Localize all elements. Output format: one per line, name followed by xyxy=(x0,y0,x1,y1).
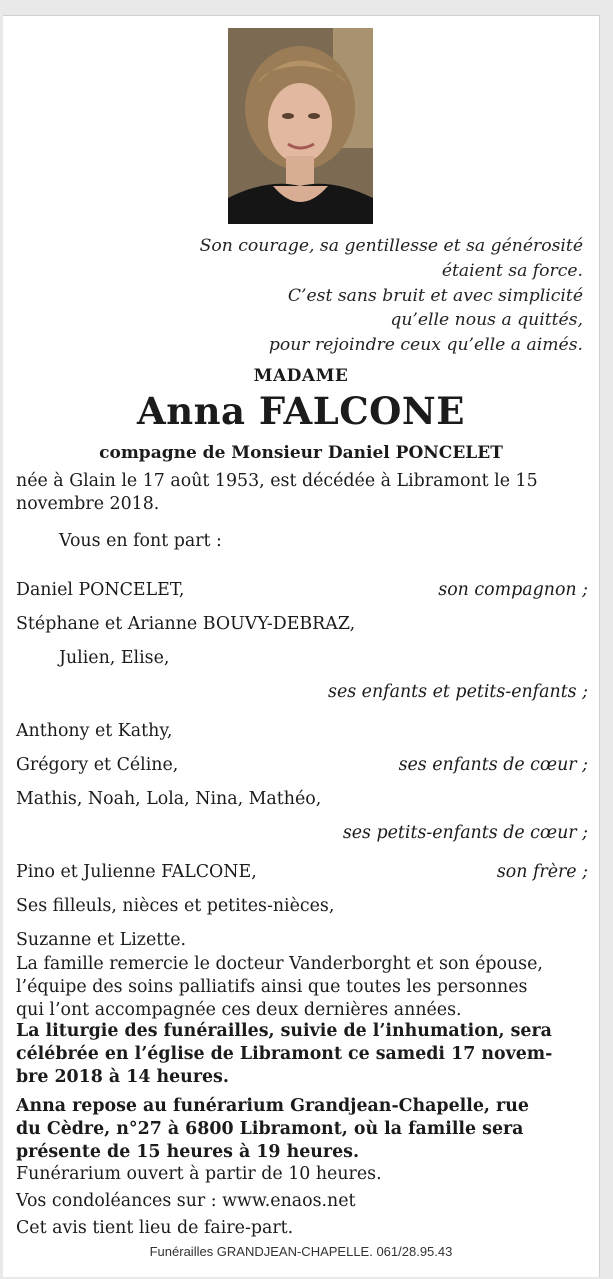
announce-text: Vous en font part : xyxy=(59,531,222,551)
condolences-line: Vos condoléances sur : www.enaos.net xyxy=(16,1191,356,1211)
portrait-photo xyxy=(228,28,373,224)
family-relation: son frère ; xyxy=(496,862,588,882)
obituary-card xyxy=(3,15,600,1277)
rest-line: Anna repose au funérarium Grandjean-Chapelle, rue xyxy=(16,1096,529,1116)
rest-line: présente de 15 heures à 19 heures. xyxy=(16,1142,359,1162)
family-names: Daniel PONCELET, xyxy=(16,580,185,600)
poem-line: C’est sans bruit et avec simplicité xyxy=(287,285,583,306)
notice-line: Cet avis tient lieu de faire-part. xyxy=(16,1218,294,1238)
family-relation: ses enfants et petits-enfants ; xyxy=(328,682,588,702)
family-row xyxy=(16,579,588,602)
announce-line xyxy=(16,530,588,553)
family-row xyxy=(16,647,588,670)
poem-line: qu’elle nous a quittés, xyxy=(390,310,583,331)
deceased-name: Anna FALCONE xyxy=(137,389,465,433)
family-row xyxy=(16,895,588,918)
liturgy-line: bre 2018 à 14 heures. xyxy=(16,1067,229,1087)
family-row xyxy=(16,788,588,811)
family-names: Suzanne et Lizette. xyxy=(16,930,187,950)
rest-paragraph xyxy=(16,1095,588,1164)
thanks-line: La famille remercie le docteur Vanderborght et son épouse, xyxy=(16,954,543,974)
family-names: Mathis, Noah, Lola, Nina, Mathéo, xyxy=(16,789,322,809)
family-row xyxy=(16,861,588,884)
footer-credit: Funérailles GRANDJEAN-CHAPELLE. 061/28.95.43 xyxy=(149,1244,453,1259)
family-row xyxy=(16,929,588,952)
funerarium-hours: Funérarium ouvert à partir de 10 heures. xyxy=(16,1164,382,1184)
family-relation: ses enfants de cœur ; xyxy=(398,755,588,775)
poem-line: étaient sa force. xyxy=(441,260,583,281)
family-names: Ses filleuls, nièces et petites-nièces, xyxy=(16,896,335,916)
liturgy-line: célébrée en l’église de Libramont ce samedi 17 novem- xyxy=(16,1044,553,1064)
family-names: Pino et Julienne FALCONE, xyxy=(16,862,257,882)
liturgy-paragraph xyxy=(16,1020,588,1089)
liturgy-line: La liturgie des funérailles, suivie de l’inhumation, sera xyxy=(16,1021,552,1041)
birth-death-text: née à Glain le 17 août 1953, est décédée à Libramont le 15 novembre 2018. xyxy=(16,471,538,514)
family-row xyxy=(16,720,588,743)
family-row xyxy=(16,681,588,704)
rest-line: du Cèdre, n°27 à 6800 Libramont, où la famille sera xyxy=(16,1119,524,1139)
family-names: Grégory et Céline, xyxy=(16,755,179,775)
companion-line: compagne de Monsieur Daniel PONCELET xyxy=(99,443,503,463)
title: MADAME xyxy=(253,366,349,386)
family-row xyxy=(16,754,588,777)
family-relation: ses petits-enfants de cœur ; xyxy=(342,823,588,843)
poem xyxy=(163,234,583,358)
poem-line: pour rejoindre ceux qu’elle a aimés. xyxy=(268,335,583,356)
family-names: Anthony et Kathy, xyxy=(16,721,173,741)
family-relation: son compagnon ; xyxy=(438,580,588,600)
family-row xyxy=(16,613,588,636)
thanks-line: qui l’ont accompagnée ces deux dernières années. xyxy=(16,1000,462,1020)
thanks-line: l’équipe des soins palliatifs ainsi que toutes les personnes xyxy=(16,977,528,997)
thanks-paragraph xyxy=(16,953,588,1022)
family-names: Julien, Elise, xyxy=(59,648,170,668)
poem-line: Son courage, sa gentillesse et sa générosité xyxy=(199,236,583,256)
family-names: Stéphane et Arianne BOUVY-DEBRAZ, xyxy=(16,614,356,634)
family-row xyxy=(16,822,588,845)
